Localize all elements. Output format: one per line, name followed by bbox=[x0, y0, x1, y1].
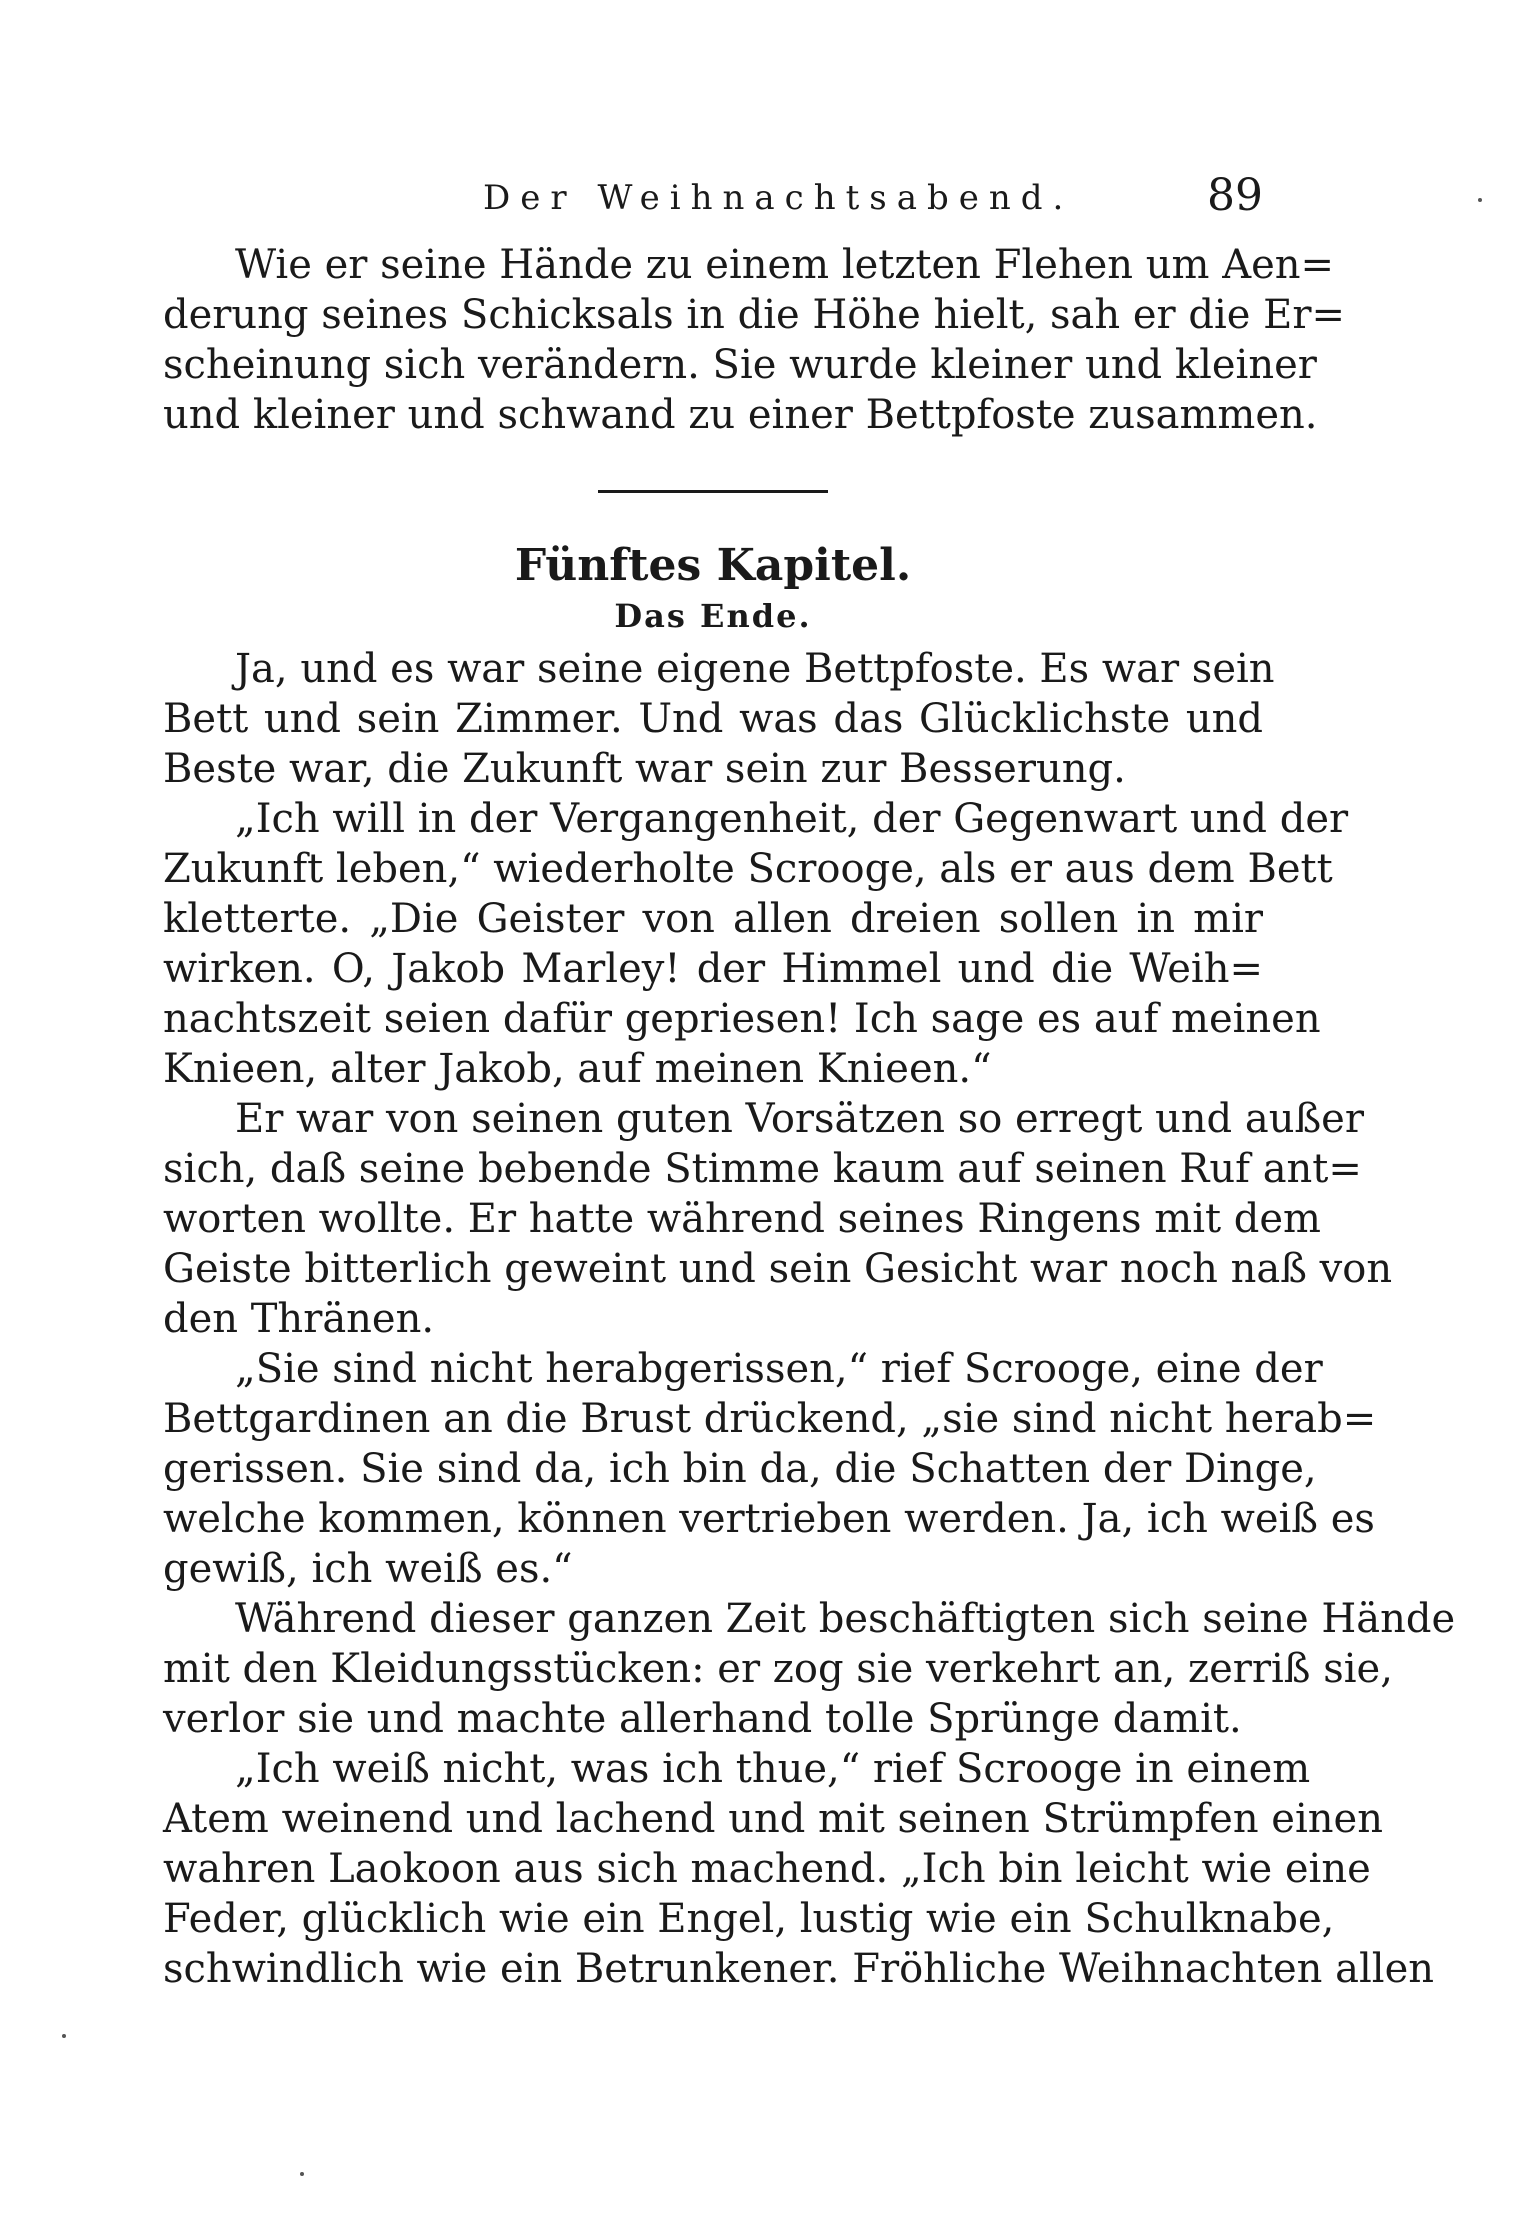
text-line: Ja, und es war seine eigene Bettpfoste. Es war sein bbox=[235, 646, 1275, 692]
text-line: Zukunft leben,“ wiederholte Scrooge, als er aus dem Bett bbox=[163, 846, 1333, 892]
running-head bbox=[163, 170, 1263, 240]
section-divider bbox=[598, 490, 828, 493]
text-line: Bettgardinen an die Brust drückend, „sie sind nicht herab= bbox=[163, 1396, 1377, 1442]
book-page bbox=[163, 170, 1456, 2130]
text-line: Während dieser ganzen Zeit beschäftigten sich seine Hände bbox=[235, 1596, 1456, 1642]
text-line: den Thränen. bbox=[163, 1296, 435, 1342]
text-line: „Sie sind nicht herabgerissen,“ rief Scrooge, eine der bbox=[235, 1346, 1323, 1392]
paragraph bbox=[163, 1744, 1434, 1994]
text-line: sich, daß seine bebende Stimme kaum auf seinen Ruf ant= bbox=[163, 1146, 1362, 1192]
text-line: kletterte. „Die Geister von allen dreien sollen in mir bbox=[163, 896, 1263, 942]
paper-speck bbox=[300, 2172, 304, 2176]
text-line: worten wollte. Er hatte während seines Ringens mit dem bbox=[163, 1196, 1321, 1242]
text-line: Bett und sein Zimmer. Und was das Glücklichste und bbox=[163, 696, 1263, 742]
text-line: Feder, glücklich wie ein Engel, lustig wie ein Schulknabe, bbox=[163, 1896, 1335, 1942]
text-line: wirken. O, Jakob Marley! der Himmel und die Weih= bbox=[163, 946, 1263, 992]
text-line: Atem weinend und lachend und mit seinen Strümpfen einen bbox=[163, 1796, 1383, 1842]
paragraph-intro bbox=[163, 240, 1345, 440]
text-line: gewiß, ich weiß es.“ bbox=[163, 1546, 573, 1592]
running-title: Der Weihnachtsabend. bbox=[483, 178, 1074, 218]
text-line: welche kommen, können vertrieben werden. Ja, ich weiß es bbox=[163, 1496, 1375, 1542]
text-line: verlor sie und machte allerhand tolle Sprünge damit. bbox=[163, 1696, 1242, 1742]
text-line: wahren Laokoon aus sich machend. „Ich bin leicht wie eine bbox=[163, 1846, 1371, 1892]
text-line: Geiste bitterlich geweint und sein Gesicht war noch naß von bbox=[163, 1246, 1393, 1292]
paragraph bbox=[163, 1344, 1377, 1594]
chapter-title: Fünftes Kapitel. bbox=[514, 540, 912, 591]
text-line: scheinung sich verändern. Sie wurde kleiner und kleiner bbox=[163, 342, 1317, 388]
text-line: und kleiner und schwand zu einer Bettpfoste zusammen. bbox=[163, 392, 1318, 438]
text-line: mit den Kleidungsstücken: er zog sie verkehrt an, zerriß sie, bbox=[163, 1646, 1393, 1692]
text-line: gerissen. Sie sind da, ich bin da, die Schatten der Dinge, bbox=[163, 1446, 1317, 1492]
text-line: schwindlich wie ein Betrunkener. Fröhliche Weihnachten allen bbox=[163, 1946, 1434, 1992]
text-line: Knieen, alter Jakob, auf meinen Knieen.“ bbox=[163, 1046, 992, 1092]
paragraph bbox=[163, 1094, 1393, 1344]
paragraph bbox=[163, 1594, 1456, 1744]
paper-speck bbox=[1478, 198, 1482, 202]
text-line: Er war von seinen guten Vorsätzen so erregt und außer bbox=[235, 1096, 1364, 1142]
chapter-subtitle: Das Ende. bbox=[614, 597, 812, 635]
text-line: nachtszeit seien dafür gepriesen! Ich sage es auf meinen bbox=[163, 996, 1321, 1042]
paragraph bbox=[163, 644, 1275, 794]
text-line: derung seines Schicksals in die Höhe hielt, sah er die Er= bbox=[163, 292, 1345, 338]
paper-speck bbox=[62, 2034, 66, 2038]
page-number: 89 bbox=[1207, 170, 1263, 221]
paragraph bbox=[163, 794, 1349, 1094]
text-line: Beste war, die Zukunft war sein zur Besserung. bbox=[163, 746, 1126, 792]
text-line: Wie er seine Hände zu einem letzten Flehen um Aen= bbox=[235, 242, 1335, 288]
text-line: „Ich will in der Vergangenheit, der Gegenwart und der bbox=[235, 796, 1349, 842]
text-line: „Ich weiß nicht, was ich thue,“ rief Scrooge in einem bbox=[235, 1746, 1311, 1792]
